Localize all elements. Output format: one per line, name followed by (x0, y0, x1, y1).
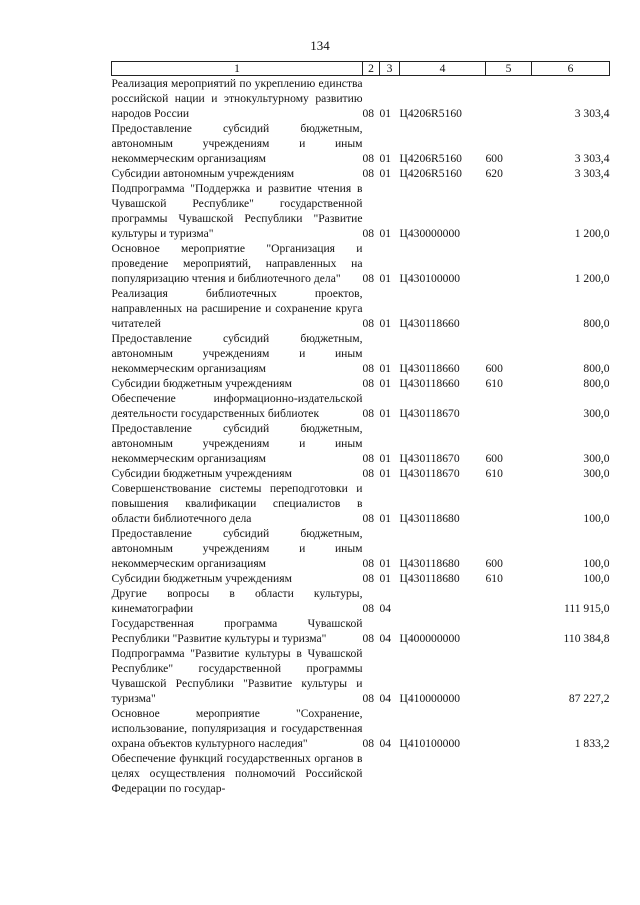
table-row (112, 421, 610, 466)
row-subsection: 01 (379, 362, 392, 375)
row-amount: 800,0 (583, 317, 610, 330)
row-subsection: 01 (379, 227, 392, 240)
row-amount: 1 833,2 (574, 737, 610, 750)
table-row (112, 286, 610, 331)
row-amount: 100,0 (583, 512, 610, 525)
row-target-article (400, 586, 486, 616)
row-subsection: 01 (379, 557, 392, 570)
row-section: 08 (362, 317, 375, 330)
row-section: 08 (362, 272, 375, 285)
table-row (112, 241, 610, 286)
row-amount: 800,0 (583, 377, 610, 390)
row-amount: 3 303,4 (574, 152, 610, 165)
row-subsection: 04 (379, 737, 392, 750)
row-expense-type (486, 181, 532, 241)
row-section: 08 (362, 452, 375, 465)
table-row (112, 181, 610, 241)
row-expense-type: 610 (485, 377, 503, 390)
row-subsection: 01 (379, 467, 392, 480)
row-subsection: 04 (379, 602, 392, 615)
row-target-article: Ц430118670 (399, 467, 460, 480)
row-subsection: 01 (379, 107, 392, 120)
header-col-section: 2 (363, 62, 380, 76)
row-name: Предоставление субсидий бюджетным, автономным учреждениям и иным некоммерческим организациям (111, 527, 363, 570)
row-target-article: Ц410100000 (399, 737, 461, 750)
table-body (112, 76, 610, 797)
row-amount (532, 751, 610, 796)
row-amount: 1 200,0 (574, 227, 610, 240)
row-subsection: 01 (379, 377, 392, 390)
row-target-article (400, 751, 486, 796)
table-row (112, 376, 610, 391)
row-section: 08 (362, 227, 375, 240)
row-name: Другие вопросы в области культуры, кинематографии (111, 587, 363, 615)
row-amount: 3 303,4 (574, 107, 610, 120)
table-row (112, 466, 610, 481)
row-expense-type: 600 (485, 452, 503, 465)
header-col-subsection: 3 (380, 62, 400, 76)
table-row (112, 751, 610, 796)
row-subsection: 01 (379, 452, 392, 465)
row-subsection: 01 (379, 167, 392, 180)
row-subsection: 04 (379, 692, 392, 705)
row-section: 08 (362, 572, 375, 585)
row-section: 08 (362, 377, 375, 390)
row-subsection: 01 (379, 152, 392, 165)
table-row (112, 706, 610, 751)
row-expense-type (486, 76, 532, 122)
row-subsection: 01 (379, 317, 392, 330)
row-expense-type (486, 286, 532, 331)
row-target-article: Ц400000000 (399, 632, 461, 645)
row-name: Субсидии бюджетным учреждениям (111, 467, 292, 480)
row-section: 08 (362, 512, 375, 525)
row-target-article: Ц430118670 (399, 452, 460, 465)
row-name: Основное мероприятие "Сохранение, использование, популяризация и государственная охрана объектов культурного наследия" (111, 707, 363, 750)
row-target-article: Ц410000000 (399, 692, 461, 705)
row-subsection: 01 (379, 272, 392, 285)
row-name: Обеспечение функций государственных органов в целях осуществления полномочий Российской Федерации по государ- (111, 752, 363, 795)
table-row (112, 121, 610, 166)
header-col-expense-type: 5 (486, 62, 532, 76)
row-target-article: Ц430118660 (399, 377, 460, 390)
row-target-article: Ц430000000 (399, 227, 461, 240)
row-name: Совершенствование системы переподготовки и повышения квалификации специалистов в области библиотечного дела (111, 482, 363, 525)
row-expense-type: 600 (485, 362, 503, 375)
table-row (112, 76, 610, 122)
row-section: 08 (362, 167, 375, 180)
row-section: 08 (362, 557, 375, 570)
table-header-row (112, 62, 610, 76)
row-name: Реализация библиотечных проектов, направленных на расширение и сохранение круга читателей (111, 287, 363, 330)
row-section: 08 (362, 107, 375, 120)
row-expense-type: 600 (485, 557, 503, 570)
row-expense-type: 610 (485, 572, 503, 585)
row-target-article: Ц430118660 (399, 362, 460, 375)
row-subsection: 01 (379, 572, 392, 585)
row-section: 08 (362, 737, 375, 750)
row-expense-type (486, 751, 532, 796)
table-row (112, 586, 610, 616)
row-section: 08 (362, 362, 375, 375)
row-name: Подпрограмма "Поддержка и развитие чтения в Чувашской Республике" государственной программы Чувашской Республики "Развитие культуры и туризма" (111, 182, 363, 240)
row-section: 08 (362, 692, 375, 705)
row-target-article: Ц4206R5160 (399, 107, 462, 120)
row-target-article: Ц430118660 (399, 317, 460, 330)
row-amount: 300,0 (583, 452, 610, 465)
row-target-article: Ц430100000 (399, 272, 461, 285)
row-expense-type (486, 646, 532, 706)
row-expense-type: 610 (485, 467, 503, 480)
row-expense-type (486, 391, 532, 421)
table-row (112, 481, 610, 526)
row-amount: 3 303,4 (574, 167, 610, 180)
row-amount: 100,0 (583, 557, 610, 570)
row-target-article: Ц430118680 (399, 572, 460, 585)
row-expense-type (486, 616, 532, 646)
row-target-article: Ц430118670 (399, 407, 460, 420)
row-section: 08 (362, 602, 375, 615)
table-row (112, 391, 610, 421)
table-row (112, 166, 610, 181)
row-name: Обеспечение информационно-издательской деятельности государственных библиотек (111, 392, 363, 420)
row-expense-type (486, 706, 532, 751)
row-name: Субсидии автономным учреждениям (111, 167, 295, 180)
header-col-name: 1 (112, 62, 363, 76)
row-name: Предоставление субсидий бюджетным, автономным учреждениям и иным некоммерческим организациям (111, 422, 363, 465)
row-name: Субсидии бюджетным учреждениям (111, 377, 292, 390)
row-expense-type: 620 (485, 167, 503, 180)
row-name: Реализация мероприятий по укреплению единства российской нации и этнокультурному развитию народов России (111, 77, 363, 120)
row-expense-type: 600 (485, 152, 503, 165)
row-amount: 800,0 (583, 362, 610, 375)
header-col-target-article: 4 (400, 62, 486, 76)
row-target-article: Ц4206R5160 (399, 152, 462, 165)
row-subsection (380, 751, 400, 796)
row-section (363, 751, 380, 796)
row-amount: 300,0 (583, 467, 610, 480)
page-number: 134 (310, 38, 330, 53)
row-expense-type (486, 481, 532, 526)
budget-table (111, 61, 610, 796)
row-name: Предоставление субсидий бюджетным, автономным учреждениям и иным некоммерческим организациям (111, 122, 363, 165)
row-expense-type (486, 586, 532, 616)
row-section: 08 (362, 407, 375, 420)
row-name: Субсидии бюджетным учреждениям (111, 572, 292, 585)
row-section: 08 (362, 152, 375, 165)
table-row (112, 646, 610, 706)
row-amount: 100,0 (583, 572, 610, 585)
table-row (112, 616, 610, 646)
table-row (112, 526, 610, 571)
row-expense-type (486, 241, 532, 286)
row-amount: 300,0 (583, 407, 610, 420)
row-amount: 1 200,0 (574, 272, 610, 285)
row-name: Государственная программа Чувашской Республики "Развитие культуры и туризма" (111, 617, 363, 645)
table-row (112, 571, 610, 586)
row-subsection: 01 (379, 407, 392, 420)
table-row (112, 331, 610, 376)
row-name: Подпрограмма "Развитие культуры в Чувашской Республике" государственной программы Чувашской Республики "Развитие культуры и туризма" (111, 647, 363, 705)
header-col-amount: 6 (532, 62, 610, 76)
row-target-article: Ц430118680 (399, 512, 460, 525)
row-subsection: 04 (379, 632, 392, 645)
row-amount: 87 227,2 (568, 692, 610, 705)
row-amount: 111 915,0 (563, 602, 610, 615)
row-target-article: Ц4206R5160 (399, 167, 462, 180)
row-subsection: 01 (379, 512, 392, 525)
row-section: 08 (362, 467, 375, 480)
row-target-article: Ц430118680 (399, 557, 460, 570)
row-name: Основное мероприятие "Организация и проведение мероприятий, направленных на популяризацию чтения и библиотечного дела" (111, 242, 363, 285)
row-name: Предоставление субсидий бюджетным, автономным учреждениям и иным некоммерческим организациям (111, 332, 363, 375)
row-amount: 110 384,8 (563, 632, 610, 645)
row-section: 08 (362, 632, 375, 645)
